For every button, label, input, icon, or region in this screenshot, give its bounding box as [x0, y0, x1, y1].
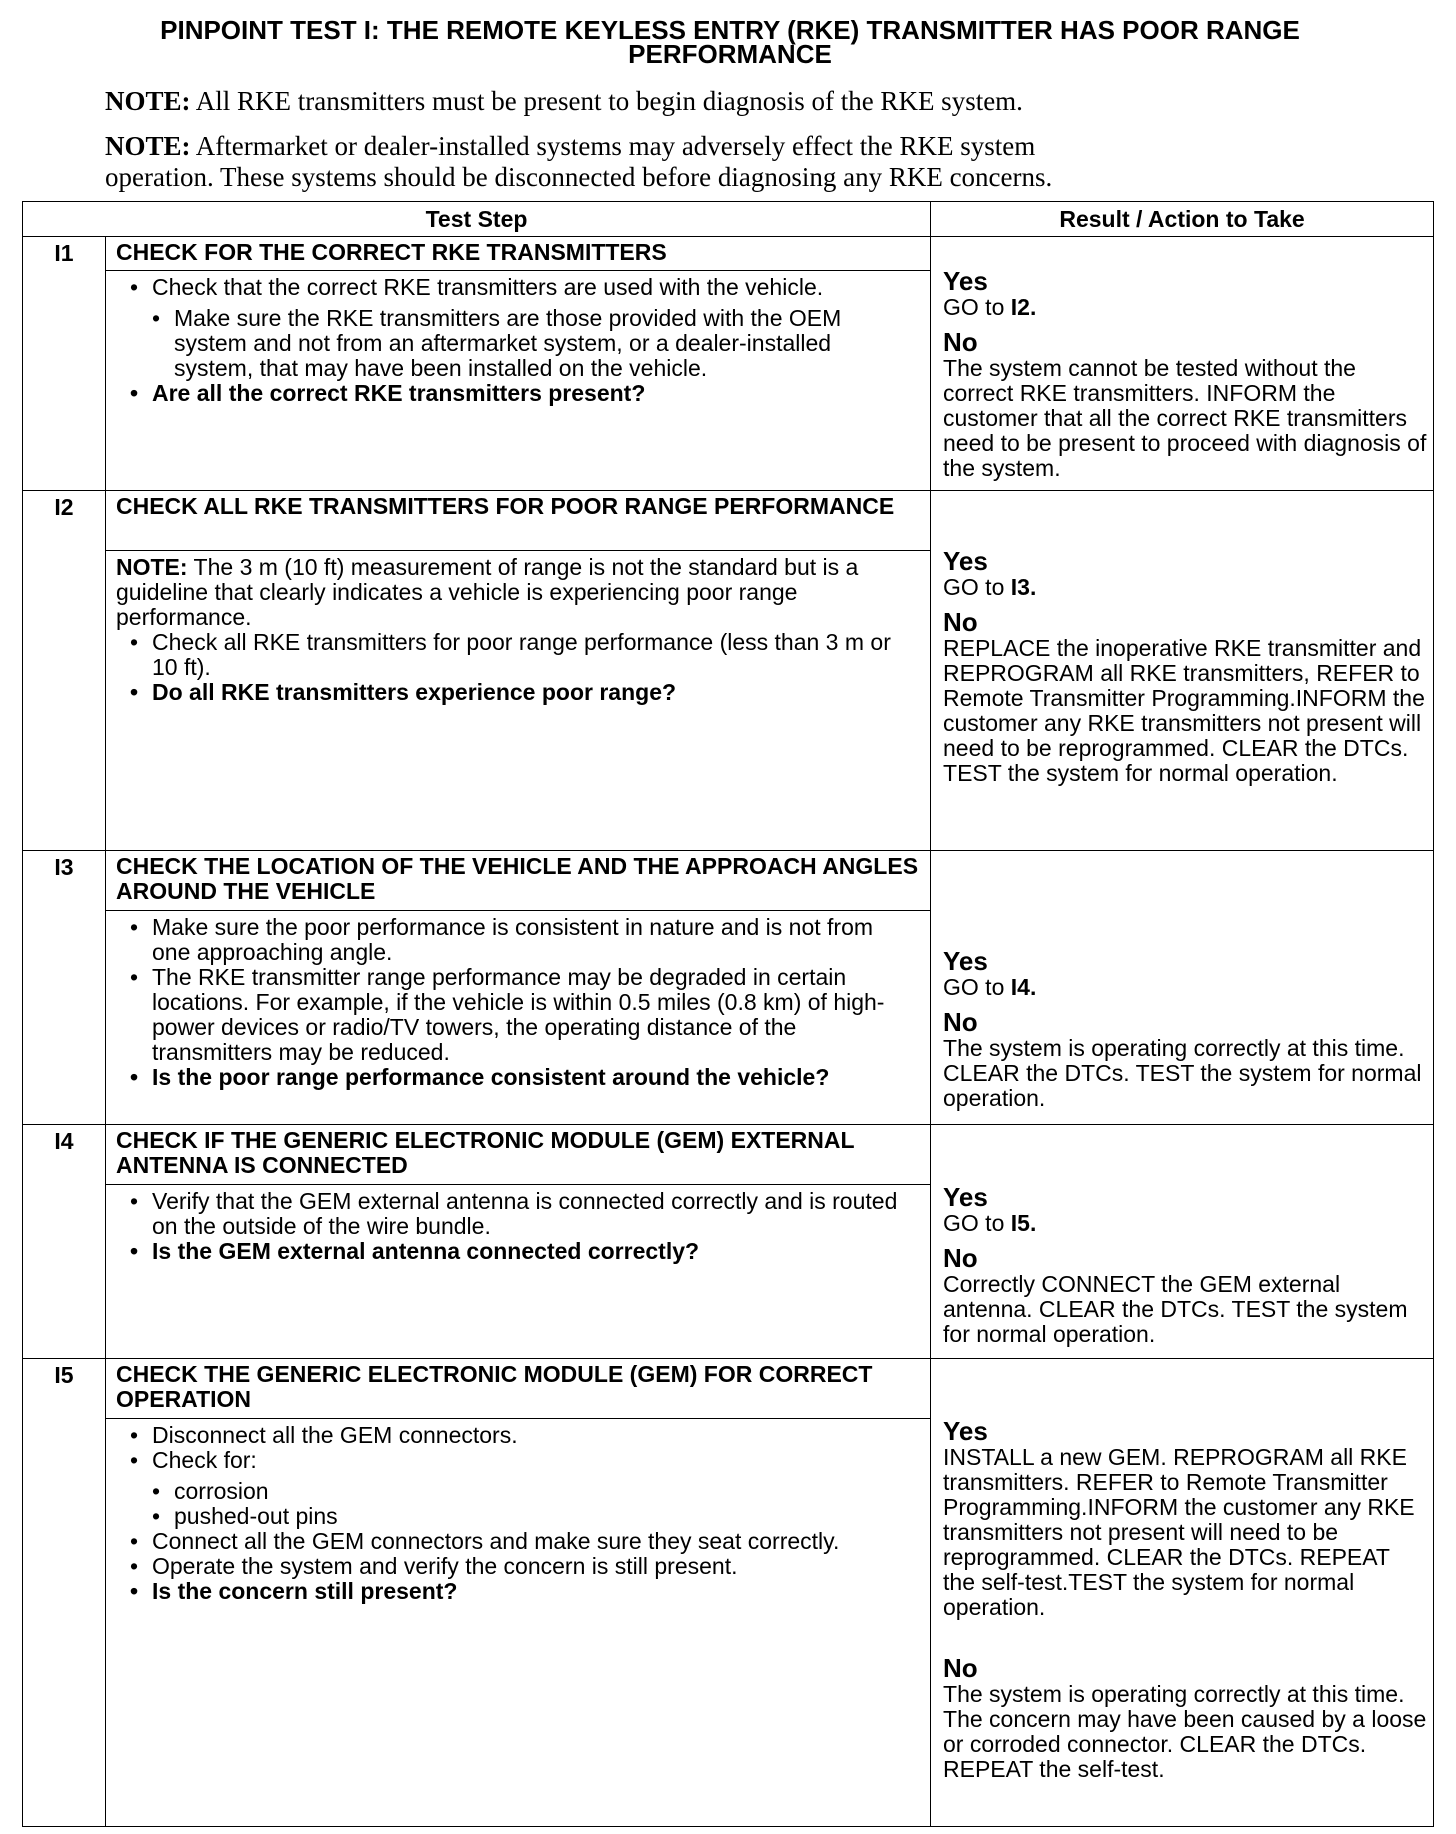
no-label: No — [943, 327, 978, 357]
yes-action — [943, 975, 1427, 1000]
go-to-text: GO to — [943, 574, 1005, 600]
step-sub-bullet: • corrosion — [152, 1478, 269, 1504]
step-id: I4 — [23, 1125, 106, 1359]
step-bullet: • Check all RKE transmitters for poor range performance (less than 3 m or 10 ft). — [129, 629, 891, 680]
title-line-1: PINPOINT TEST I: THE REMOTE KEYLESS ENTRY (RKE) TRANSMITTER HAS POOR RANGE — [160, 15, 1300, 45]
step-title: CHECK FOR THE CORRECT RKE TRANSMITTERS — [106, 237, 931, 271]
step-bullet: • Check for: — [129, 1447, 257, 1473]
yes-label: Yes — [943, 1416, 988, 1446]
go-to-target: I5. — [1010, 1210, 1037, 1236]
no-action: The system cannot be tested without the correct RKE transmitters. INFORM the customer that all the correct RKE transmitters need to be present to proceed with diagnosis of the system. — [943, 355, 1427, 481]
step-question: • Is the concern still present? — [129, 1578, 458, 1604]
step-header-row — [23, 851, 1434, 911]
step-instructions — [106, 1185, 931, 1359]
pinpoint-test-table — [22, 201, 1434, 1827]
note-text: All RKE transmitters must be present to begin diagnosis of the RKE system. — [195, 86, 1023, 116]
col-header-test-step: Test Step — [23, 202, 931, 237]
note-aftermarket — [105, 131, 1345, 193]
step-header-row — [23, 491, 1434, 551]
title-line-2: PERFORMANCE — [628, 39, 832, 69]
step-header-row — [23, 1359, 1434, 1419]
no-action: Correctly CONNECT the GEM external antenna. CLEAR the DTCs. TEST the system for normal operation. — [943, 1271, 1408, 1347]
step-title: CHECK ALL RKE TRANSMITTERS FOR POOR RANGE PERFORMANCE — [106, 491, 931, 551]
step-id: I3 — [23, 851, 106, 1125]
step-question: • Is the GEM external antenna connected correctly? — [129, 1238, 700, 1264]
result-cell — [931, 851, 1434, 1125]
go-to-text: GO to — [943, 1210, 1005, 1236]
go-to-target: I3. — [1010, 574, 1037, 600]
step-sub-bullet: • pushed-out pins — [152, 1503, 338, 1529]
step-id: I5 — [23, 1359, 106, 1827]
no-label: No — [943, 607, 978, 637]
note-text-line1: Aftermarket or dealer-installed systems may adversely effect the RKE system — [195, 131, 1036, 161]
note-text-line2: operation. These systems should be disconnected before diagnosing any RKE concerns. — [105, 162, 1053, 192]
step-question: • Do all RKE transmitters experience poor range? — [129, 679, 677, 705]
yes-label: Yes — [943, 1182, 988, 1212]
step-id: I1 — [23, 237, 106, 491]
page-title — [60, 15, 1400, 69]
step-bullet: • Verify that the GEM external antenna is connected correctly and is routed on the outside of the wire bundle. — [129, 1188, 898, 1239]
no-action: REPLACE the inoperative RKE transmitter and REPROGRAM all RKE transmitters, REFER to Remote Transmitter Programming.INFORM the customer any RKE transmitters not present will need to be reprogrammed. CLEAR the DTCs. TEST the system for normal operation. — [943, 635, 1425, 786]
step-header-row — [23, 1125, 1434, 1185]
step-instructions — [106, 911, 931, 1125]
step-title: CHECK THE GENERIC ELECTRONIC MODULE (GEM) FOR CORRECT OPERATION — [106, 1359, 931, 1419]
note-rke-transmitters — [105, 86, 1345, 117]
step-bullet: • Make sure the poor performance is consistent in nature and is not from one approaching angle. — [129, 914, 874, 965]
step-instructions — [106, 271, 931, 491]
yes-action: INSTALL a new GEM. REPROGRAM all RKE transmitters. REFER to Remote Transmitter Programming.INFORM the customer any RKE transmitters not present will need to be reprogrammed. CLEAR the DTCs. REPEAT the self-test.TEST the system for normal operation. — [943, 1444, 1415, 1620]
result-cell — [931, 237, 1434, 491]
step-bullet: • Disconnect all the GEM connectors. — [129, 1422, 518, 1448]
note-label: NOTE: — [105, 131, 191, 161]
yes-label: Yes — [943, 546, 988, 576]
result-cell — [931, 1359, 1434, 1827]
note-label: NOTE: — [105, 86, 191, 116]
step-id: I2 — [23, 491, 106, 851]
step-note-label: NOTE: — [116, 554, 188, 580]
result-cell — [931, 1125, 1434, 1359]
yes-label: Yes — [943, 266, 988, 296]
result-cell — [931, 491, 1434, 851]
step-title: CHECK THE LOCATION OF THE VEHICLE AND THE APPROACH ANGLES AROUND THE VEHICLE — [106, 851, 931, 911]
step-bullet: • The RKE transmitter range performance may be degraded in certain locations. For example, if the vehicle is within 0.5 miles (0.8 km) of high-power devices or radio/TV towers, the operating distance of the transmitters may be reduced. — [129, 964, 885, 1065]
step-bullet: • Connect all the GEM connectors and make sure they seat correctly. — [129, 1528, 840, 1554]
no-action: The system is operating correctly at this time. CLEAR the DTCs. TEST the system for normal operation. — [943, 1035, 1422, 1111]
step-sub-bullet: • Make sure the RKE transmitters are those provided with the OEM system and not from an aftermarket system, or a dealer-installed system, that may have been installed on the vehicle. — [152, 305, 842, 381]
no-label: No — [943, 1653, 978, 1683]
step-note-text: The 3 m (10 ft) measurement of range is not the standard but is a guideline that clearly indicates a vehicle is experiencing poor range performance. — [116, 554, 859, 630]
step-bullet: • Check that the correct RKE transmitters are used with the vehicle. — [129, 274, 824, 300]
step-question: • Is the poor range performance consistent around the vehicle? — [129, 1064, 830, 1090]
step-title: CHECK IF THE GENERIC ELECTRONIC MODULE (GEM) EXTERNAL ANTENNA IS CONNECTED — [106, 1125, 931, 1185]
go-to-text: GO to — [943, 974, 1005, 1000]
step-note — [116, 555, 900, 630]
yes-action — [943, 1211, 1427, 1236]
step-header-row — [23, 237, 1434, 271]
yes-action — [943, 575, 1427, 600]
step-instructions — [106, 551, 931, 851]
step-instructions — [106, 1419, 931, 1827]
table-header-row — [23, 202, 1434, 237]
step-bullet: • Operate the system and verify the concern is still present. — [129, 1553, 738, 1579]
step-question: • Are all the correct RKE transmitters present? — [129, 380, 646, 406]
no-label: No — [943, 1007, 978, 1037]
no-action: The system is operating correctly at this time. The concern may have been caused by a loose or corroded connector. CLEAR the DTCs. REPEAT the self-test. — [943, 1681, 1427, 1782]
yes-action — [943, 295, 1427, 320]
go-to-text: GO to — [943, 294, 1005, 320]
go-to-target: I4. — [1010, 974, 1037, 1000]
no-label: No — [943, 1243, 978, 1273]
go-to-target: I2. — [1010, 294, 1037, 320]
yes-label: Yes — [943, 946, 988, 976]
col-header-result: Result / Action to Take — [931, 202, 1434, 237]
